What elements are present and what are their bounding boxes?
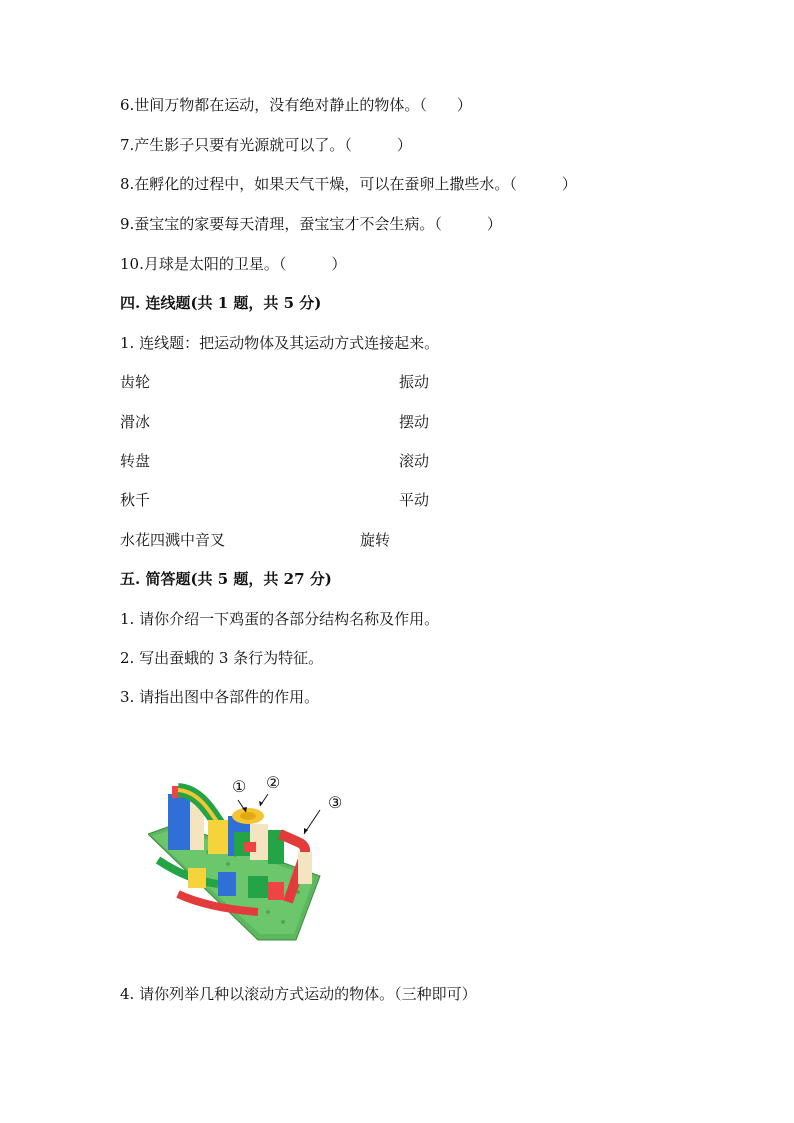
judgement-item-6: 6.世间万物都在运动，没有绝对静止的物体。（ ） <box>120 96 472 114</box>
marble-run-figure <box>148 772 358 944</box>
figure-label-3: ③ <box>328 793 343 812</box>
matching-right-item: 旋转 <box>360 531 391 549</box>
section-heading-matching: 四. 连线题(共 1 题，共 5 分) <box>120 294 322 312</box>
figure-label-2: ② <box>266 773 281 792</box>
matching-right-item: 振动 <box>399 373 430 391</box>
judgement-item-9: 9.蚕宝宝的家要每天清理，蚕宝宝才不会生病。（ ） <box>120 215 502 233</box>
figure-label-1: ① <box>232 777 247 796</box>
judgement-item-10: 10.月球是太阳的卫星。（ ） <box>120 255 347 273</box>
short-answer-question-1: 1. 请你介绍一下鸡蛋的各部分结构名称及作用。 <box>120 610 440 628</box>
matching-left-item: 齿轮 <box>120 373 151 391</box>
matching-left-item: 滑冰 <box>120 413 151 431</box>
matching-left-item: 秋千 <box>120 491 151 509</box>
matching-right-item: 平动 <box>399 491 430 509</box>
short-answer-question-3: 3. 请指出图中各部件的作用。 <box>120 688 320 706</box>
judgement-item-7: 7.产生影子只要有光源就可以了。（ ） <box>120 136 412 154</box>
matching-left-item: 转盘 <box>120 452 151 470</box>
short-answer-question-2: 2. 写出蚕蛾的 3 条行为特征。 <box>120 649 324 667</box>
matching-question: 1. 连线题：把运动物体及其运动方式连接起来。 <box>120 334 440 352</box>
section-heading-short-answer: 五. 简答题(共 5 题，共 27 分) <box>120 570 332 588</box>
matching-right-item: 摆动 <box>399 413 430 431</box>
short-answer-question-4: 4. 请你列举几种以滚动方式运动的物体。（三种即可） <box>120 985 477 1003</box>
matching-right-item: 滚动 <box>399 452 430 470</box>
judgement-item-8: 8.在孵化的过程中，如果天气干燥，可以在蚕卵上撒些水。（ ） <box>120 175 577 193</box>
matching-left-item: 水花四溅中音叉 <box>120 531 226 549</box>
